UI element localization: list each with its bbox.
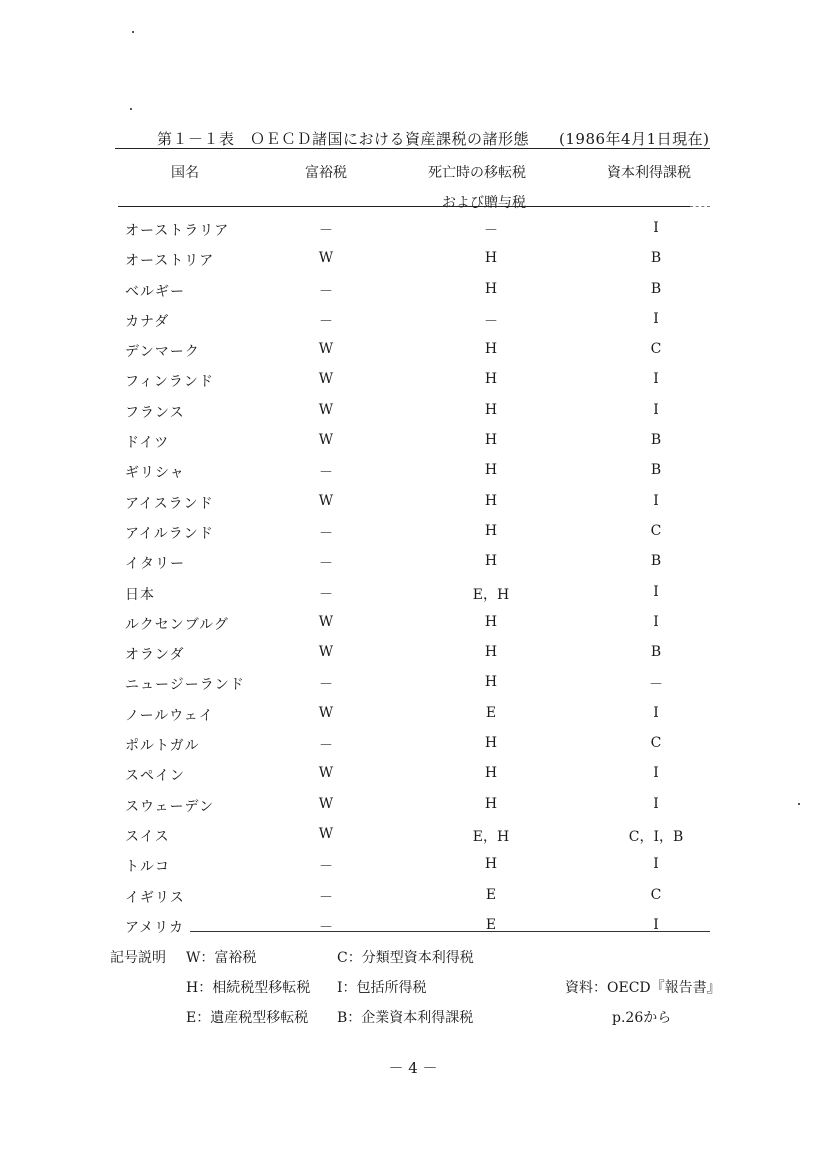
table-row xyxy=(0,366,827,396)
table-row xyxy=(0,457,827,487)
legend-label: 記号説明 xyxy=(110,950,166,966)
transfer-tax-cell: E，H xyxy=(472,828,510,845)
scan-speck xyxy=(130,108,132,110)
wealth-tax-cell: W xyxy=(318,613,334,630)
header-rule-dashed xyxy=(690,206,710,207)
wealth-tax-cell: － xyxy=(319,889,333,906)
transfer-tax-cell: H xyxy=(484,553,498,570)
header-rule xyxy=(118,206,690,207)
table-row xyxy=(0,336,827,366)
country-name: スイス xyxy=(125,828,170,845)
header-wealth-tax: 富裕税 xyxy=(305,165,347,181)
wealth-tax-cell: － xyxy=(319,525,333,542)
wealth-tax-cell: W xyxy=(318,765,334,782)
capital-gains-cell: I xyxy=(653,401,659,418)
legend-h: H：相続税型移転税 xyxy=(186,980,311,996)
header-country: 国名 xyxy=(171,165,199,181)
country-name: イタリー xyxy=(125,556,185,573)
transfer-tax-cell: H xyxy=(484,371,498,388)
wealth-tax-cell: W xyxy=(318,341,334,358)
country-name: スウェーデン xyxy=(125,798,215,815)
country-name: スペイン xyxy=(125,768,185,785)
wealth-tax-cell: － xyxy=(319,465,333,482)
table-row xyxy=(0,760,827,790)
capital-gains-cell: I xyxy=(653,613,659,630)
transfer-tax-cell: H xyxy=(484,401,498,418)
table-row xyxy=(0,700,827,730)
table-row xyxy=(0,730,827,760)
wealth-tax-cell: － xyxy=(319,738,333,755)
source-line2: p.26から xyxy=(612,1010,672,1026)
country-name: アイルランド xyxy=(125,525,214,542)
legend-c: C：分類型資本利得税 xyxy=(337,950,474,966)
transfer-tax-cell: H xyxy=(484,341,498,358)
wealth-tax-cell: W xyxy=(318,795,334,812)
transfer-tax-cell: H xyxy=(484,462,498,479)
transfer-tax-cell: H xyxy=(484,765,498,782)
country-name: デンマーク xyxy=(125,344,200,361)
capital-gains-cell: B xyxy=(650,553,662,570)
country-name: オランダ xyxy=(125,647,185,664)
wealth-tax-cell: － xyxy=(319,859,333,876)
transfer-tax-cell: － xyxy=(484,313,498,330)
table-row xyxy=(0,397,827,427)
wealth-tax-cell: W xyxy=(318,401,334,418)
table-row xyxy=(0,579,827,609)
wealth-tax-cell: － xyxy=(319,586,333,603)
table-row xyxy=(0,306,827,336)
capital-gains-cell: I xyxy=(653,492,659,509)
country-name: 日本 xyxy=(125,586,155,603)
legend-i: I：包括所得税 xyxy=(337,980,427,996)
transfer-tax-cell: H xyxy=(484,795,498,812)
legend-b: B：企業資本利得課税 xyxy=(337,1010,474,1026)
table-row xyxy=(0,639,827,669)
country-name: ノールウェイ xyxy=(125,707,214,724)
table-row xyxy=(0,276,827,306)
wealth-tax-cell: W xyxy=(318,825,334,842)
country-name: ルクセンブルグ xyxy=(125,616,229,633)
transfer-tax-cell: H xyxy=(484,735,498,752)
wealth-tax-cell: W xyxy=(318,492,334,509)
country-name: ポルトガル xyxy=(125,738,200,755)
scan-speck xyxy=(132,31,134,33)
wealth-tax-cell: － xyxy=(319,919,333,936)
top-rule xyxy=(115,148,710,149)
country-name: ニュージーランド xyxy=(125,677,245,694)
capital-gains-cell: I xyxy=(653,795,659,812)
country-name: ベルギー xyxy=(125,283,185,300)
transfer-tax-cell: E xyxy=(485,886,497,903)
transfer-tax-cell: H xyxy=(484,280,498,297)
wealth-tax-cell: W xyxy=(318,644,334,661)
capital-gains-cell: C，I，B xyxy=(628,828,684,845)
transfer-tax-cell: E xyxy=(485,704,497,721)
table-title xyxy=(157,128,709,149)
table-row xyxy=(0,488,827,518)
wealth-tax-cell: － xyxy=(319,223,333,239)
capital-gains-cell: I xyxy=(653,765,659,782)
country-name: ドイツ xyxy=(125,435,170,452)
country-name: カナダ xyxy=(125,313,170,330)
table-row xyxy=(0,427,827,457)
transfer-tax-cell: H xyxy=(484,250,498,267)
table-row xyxy=(0,821,827,851)
legend-w: W：富裕税 xyxy=(186,950,257,966)
country-name: オーストリア xyxy=(125,253,215,270)
capital-gains-cell: B xyxy=(650,280,662,297)
table-row xyxy=(0,518,827,548)
table-row xyxy=(0,791,827,821)
transfer-tax-cell: － xyxy=(484,223,498,239)
capital-gains-cell: I xyxy=(653,916,659,933)
capital-gains-cell: C xyxy=(650,522,662,539)
transfer-tax-cell: H xyxy=(484,613,498,630)
country-name: イギリス xyxy=(125,889,185,906)
country-name: トルコ xyxy=(125,859,170,876)
page-number: － 4 － xyxy=(388,1059,438,1077)
table-row xyxy=(0,912,827,942)
transfer-tax-cell: H xyxy=(484,644,498,661)
wealth-tax-cell: － xyxy=(319,283,333,300)
source-line1: 資料：OECD『報告書』 xyxy=(565,980,721,996)
header-transfer-tax-line2: および贈与税 xyxy=(442,195,526,211)
table-row xyxy=(0,882,827,912)
country-name: フランス xyxy=(125,404,185,421)
capital-gains-cell: C xyxy=(650,341,662,358)
table-title-main: 第１－１表 ＯＥＣＤ諸国における資産課税の諸形態 xyxy=(157,130,530,148)
table-row xyxy=(0,215,827,245)
capital-gains-cell: I xyxy=(653,704,659,721)
wealth-tax-cell: － xyxy=(319,313,333,330)
capital-gains-cell: B xyxy=(650,462,662,479)
country-name: オーストラリア xyxy=(125,223,230,239)
capital-gains-cell: B xyxy=(650,432,662,449)
capital-gains-cell: I xyxy=(653,856,659,873)
table-row xyxy=(0,609,827,639)
country-name: ギリシャ xyxy=(125,465,185,482)
transfer-tax-cell: H xyxy=(484,432,498,449)
transfer-tax-cell: H xyxy=(484,856,498,873)
legend-e: E：遺産税型移転税 xyxy=(186,1010,309,1026)
table-row xyxy=(0,851,827,881)
capital-gains-cell: B xyxy=(650,644,662,661)
transfer-tax-cell: H xyxy=(484,674,498,691)
table-row xyxy=(0,669,827,699)
table-title-date: (1986年4月1日現在) xyxy=(559,130,710,148)
table-row xyxy=(0,548,827,578)
country-name: アメリカ xyxy=(125,919,185,936)
header-transfer-tax-line1: 死亡時の移転税 xyxy=(428,165,526,181)
transfer-tax-cell: H xyxy=(484,492,498,509)
wealth-tax-cell: W xyxy=(318,432,334,449)
country-name: フィンランド xyxy=(125,374,214,391)
header-capital-gains: 資本利得課税 xyxy=(607,165,691,181)
capital-gains-cell: C xyxy=(650,735,662,752)
capital-gains-cell: B xyxy=(650,250,662,267)
transfer-tax-cell: E，H xyxy=(472,586,510,603)
capital-gains-cell: I xyxy=(653,371,659,388)
wealth-tax-cell: W xyxy=(318,371,334,388)
bottom-rule xyxy=(190,931,710,932)
table-row xyxy=(0,245,827,275)
wealth-tax-cell: － xyxy=(319,556,333,573)
transfer-tax-cell: H xyxy=(484,522,498,539)
wealth-tax-cell: － xyxy=(319,677,333,694)
wealth-tax-cell: W xyxy=(318,250,334,267)
tax-table-body xyxy=(0,215,827,942)
capital-gains-cell: － xyxy=(649,677,663,694)
wealth-tax-cell: W xyxy=(318,704,334,721)
transfer-tax-cell: E xyxy=(485,916,497,933)
country-name: アイスランド xyxy=(125,495,214,512)
capital-gains-cell: I xyxy=(653,220,659,236)
capital-gains-cell: C xyxy=(650,886,662,903)
capital-gains-cell: I xyxy=(653,583,659,600)
capital-gains-cell: I xyxy=(653,310,659,327)
